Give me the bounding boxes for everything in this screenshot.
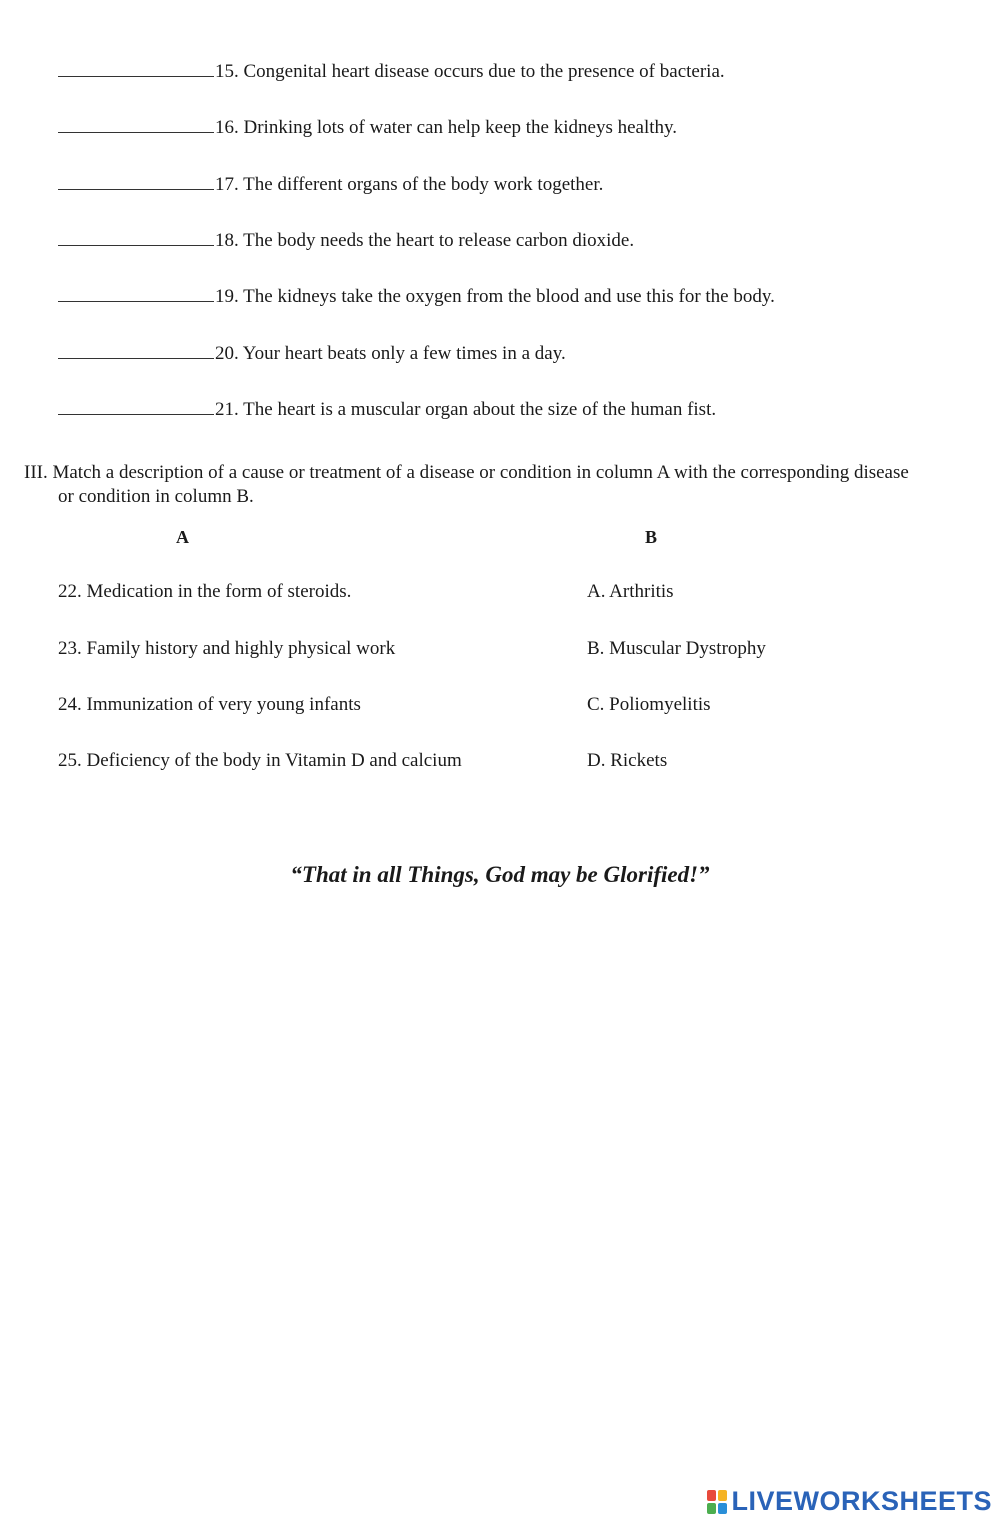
column-a-item-24: 24. Immunization of very young infants (58, 694, 361, 715)
tf-item-21 (58, 396, 716, 422)
tf-item-16 (58, 114, 677, 140)
instruction-line-2: or condition in column B. (58, 486, 254, 507)
logo-tile-yellow (718, 1490, 727, 1501)
liveworksheets-brand[interactable] (707, 1486, 992, 1517)
column-b-item-d: D. Rickets (587, 750, 668, 771)
logo-tile-blue (718, 1503, 727, 1514)
tf-item-17 (58, 171, 603, 197)
liveworksheets-logo-icon (707, 1490, 727, 1514)
column-a-item-23: 23. Family history and highly physical work (58, 638, 396, 659)
answer-blank-16[interactable] (58, 114, 214, 133)
answer-blank-19[interactable] (58, 283, 214, 302)
answer-blank-21[interactable] (58, 396, 214, 415)
tf-number: 15. (215, 61, 239, 82)
school-motto: “That in all Things, God may be Glorified!” (290, 862, 710, 887)
tf-number: 16. (215, 117, 239, 138)
tf-item-15 (58, 58, 725, 84)
column-a-item-25: 25. Deficiency of the body in Vitamin D and calcium (58, 750, 462, 771)
column-b-item-b: B. Muscular Dystrophy (587, 638, 766, 659)
section-iii-instructions (24, 461, 954, 509)
answer-blank-20[interactable] (58, 340, 214, 359)
tf-item-19 (58, 283, 775, 309)
logo-tile-red (707, 1490, 716, 1501)
tf-number: 20. (215, 343, 239, 364)
column-b-header: B (645, 527, 658, 547)
tf-item-18 (58, 227, 634, 253)
answer-blank-18[interactable] (58, 227, 214, 246)
answer-blank-15[interactable] (58, 58, 214, 77)
instruction-line-1: III. Match a description of a cause or treatment of a disease or condition in column A with the corresponding disease (24, 462, 909, 483)
column-a-header: A (176, 527, 189, 547)
tf-text: The body needs the heart to release carbon dioxide. (243, 230, 635, 251)
tf-text: Your heart beats only a few times in a day. (242, 343, 566, 364)
tf-item-20 (58, 340, 566, 366)
tf-text: The kidneys take the oxygen from the blood and use this for the body. (243, 286, 775, 307)
tf-text: The heart is a muscular organ about the size of the human fist. (243, 399, 717, 420)
logo-tile-green (707, 1503, 716, 1514)
column-b-item-a: A. Arthritis (587, 581, 674, 602)
answer-blank-17[interactable] (58, 171, 214, 190)
tf-number: 21. (215, 399, 239, 420)
column-a-item-22: 22. Medication in the form of steroids. (58, 581, 352, 602)
tf-text: Congenital heart disease occurs due to the presence of bacteria. (243, 61, 725, 82)
column-b-item-c: C. Poliomyelitis (587, 694, 711, 715)
tf-text: The different organs of the body work together. (243, 174, 604, 195)
tf-number: 17. (215, 174, 239, 195)
brand-text: LIVEWORKSHEETS (731, 1486, 992, 1516)
tf-text: Drinking lots of water can help keep the kidneys healthy. (243, 117, 678, 138)
tf-number: 19. (215, 286, 239, 307)
tf-number: 18. (215, 230, 239, 251)
